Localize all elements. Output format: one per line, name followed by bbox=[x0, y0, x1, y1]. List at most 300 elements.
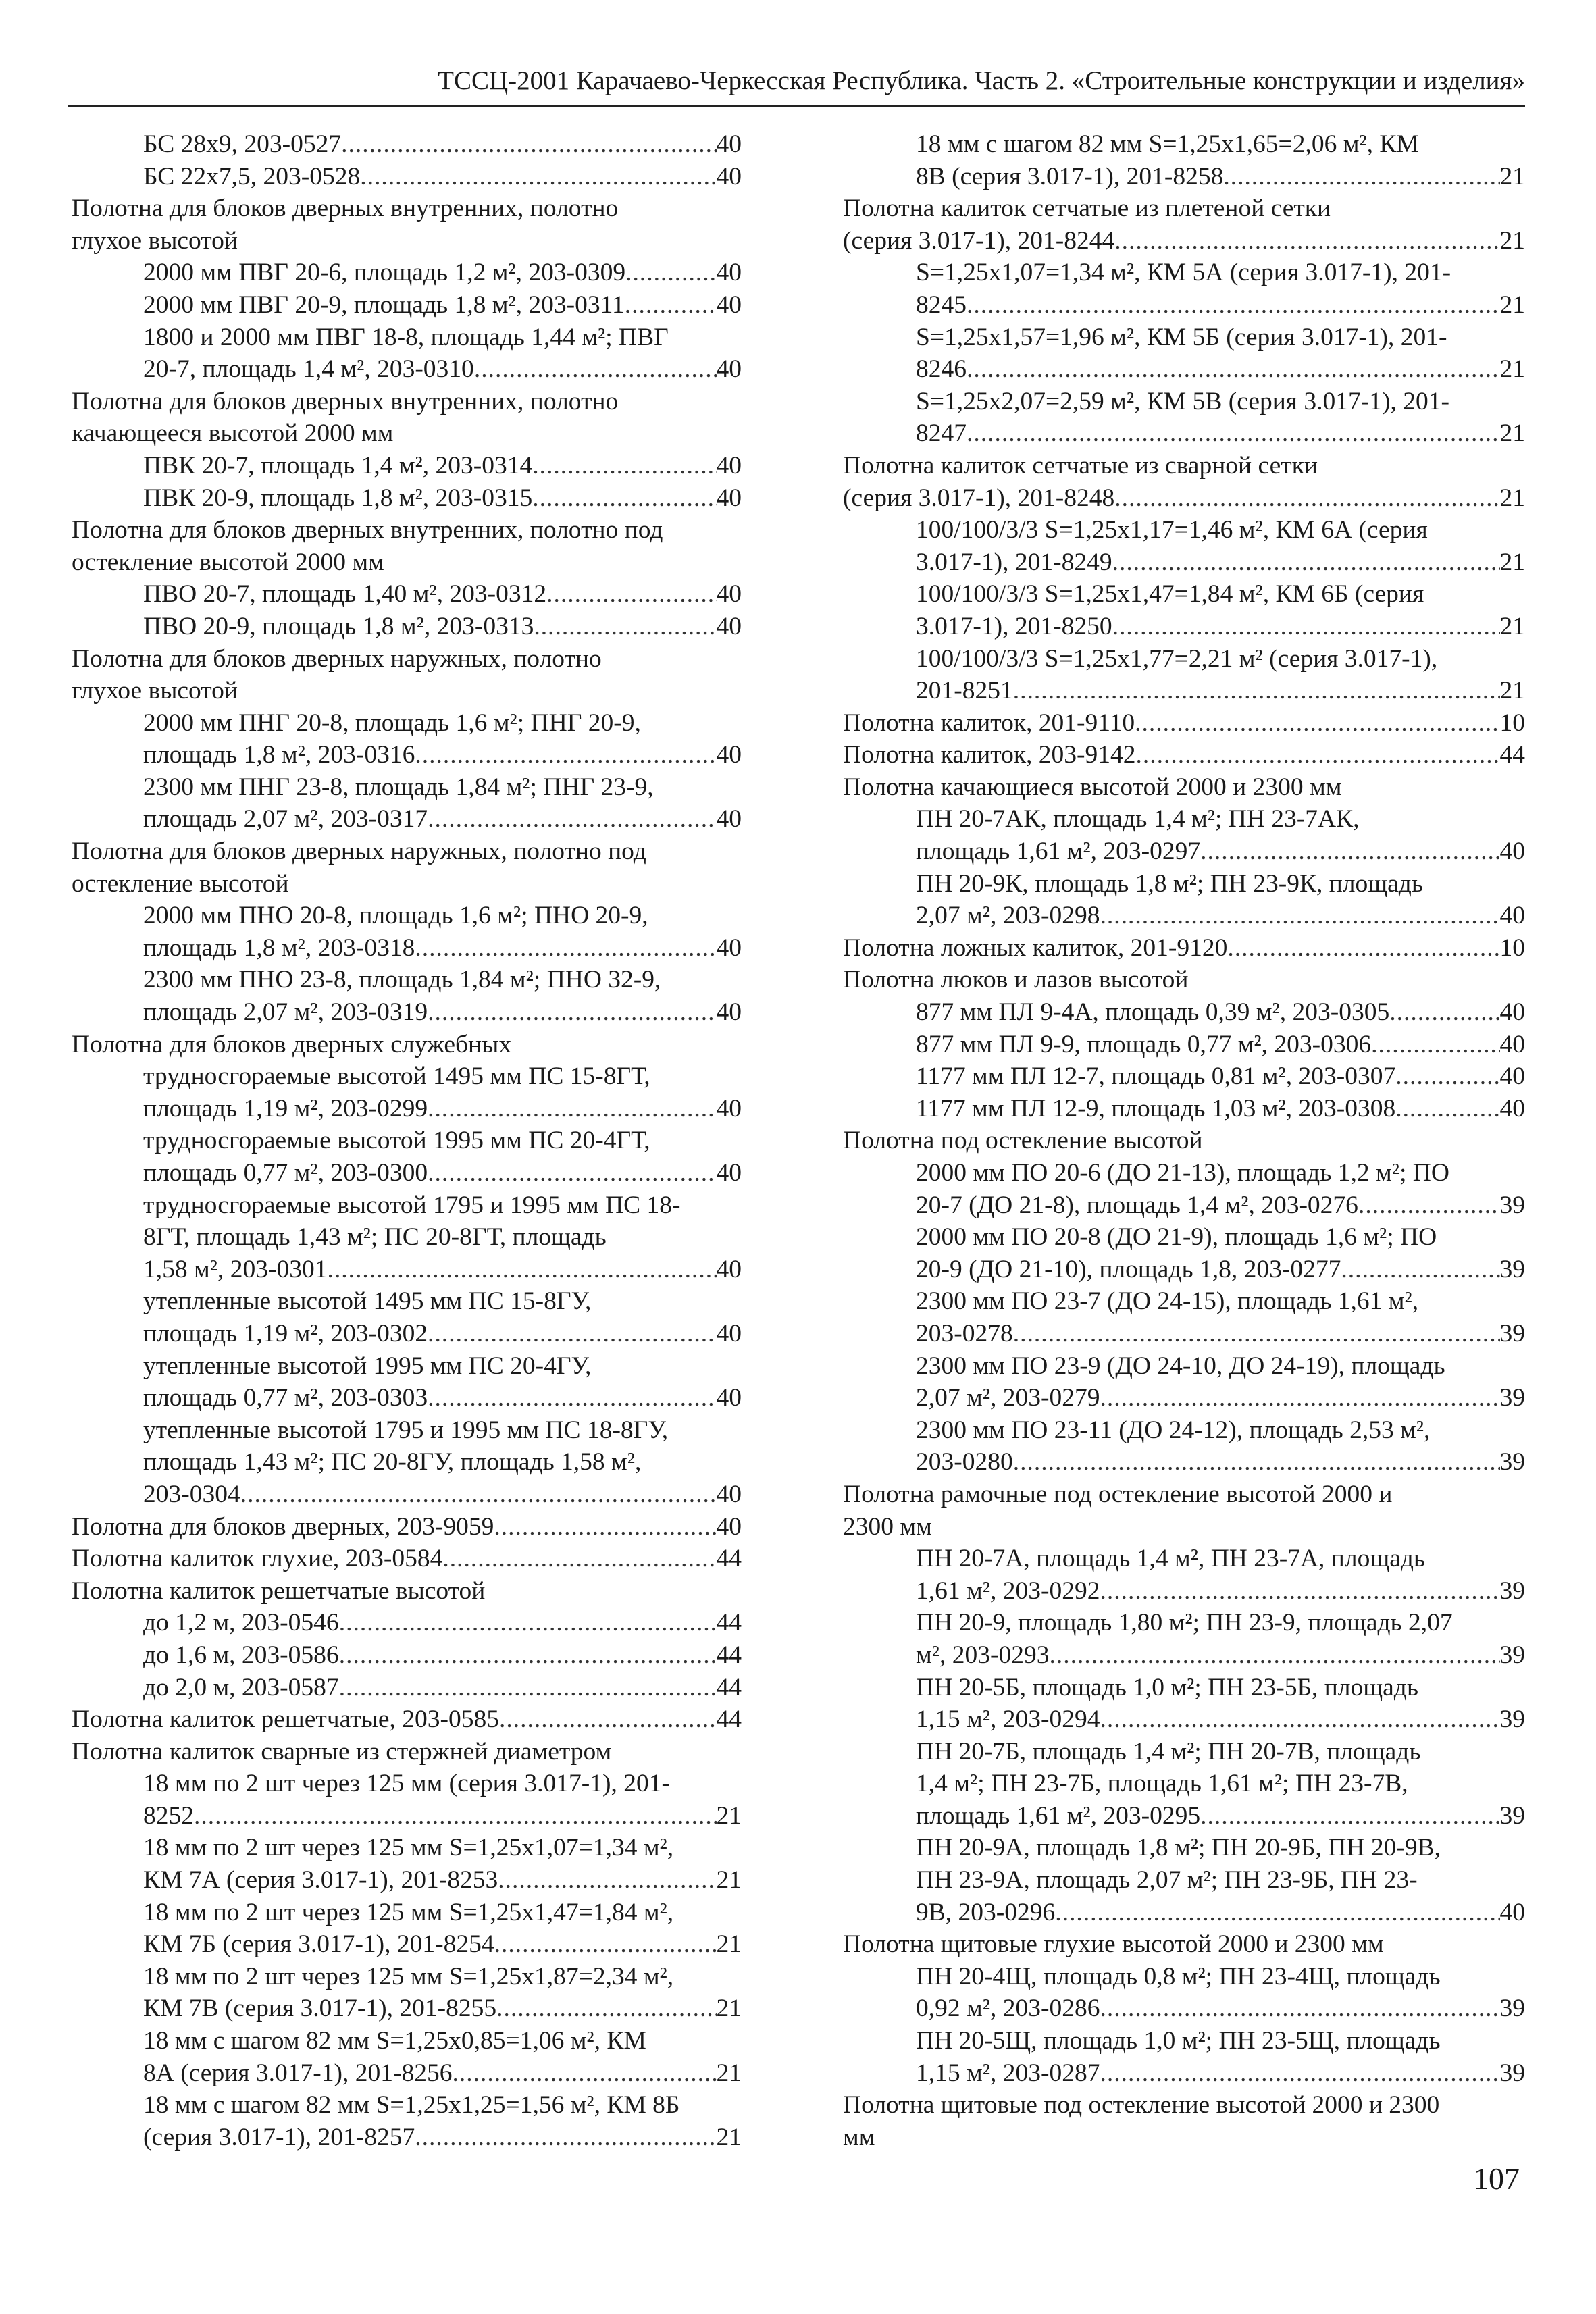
entry-text: 2300 мм ПО 23-11 (ДО 24-12), площадь 2,53 м², bbox=[916, 1416, 1431, 1444]
entry-line bbox=[143, 1607, 742, 1639]
dot-leader bbox=[428, 1382, 716, 1414]
entry-text: площадь 1,8 м², 203-0316 bbox=[143, 741, 415, 769]
page-reference: 44 bbox=[716, 1609, 742, 1637]
entry-text: площадь 1,61 м², 203-0297 bbox=[916, 838, 1201, 866]
page-reference: 40 bbox=[716, 1094, 742, 1123]
index-heading bbox=[843, 1125, 1525, 1157]
dot-leader bbox=[428, 1093, 716, 1125]
entry-text: 8В (серия 3.017-1), 201-8258 bbox=[916, 162, 1224, 190]
dot-leader bbox=[339, 1672, 717, 1704]
page-reference: 40 bbox=[1499, 998, 1525, 1027]
entry-text: 8245 bbox=[916, 290, 967, 319]
dot-leader bbox=[1358, 1189, 1500, 1222]
index-heading bbox=[843, 1479, 1525, 1543]
dot-leader bbox=[967, 417, 1500, 450]
entry-text: Полотна для блоков дверных внутренних, полотно под bbox=[72, 516, 663, 544]
entry-line bbox=[916, 900, 1525, 932]
index-entry bbox=[843, 1832, 1525, 1928]
dot-leader bbox=[499, 1703, 717, 1736]
entry-text: БС 28х9, 203-0527 bbox=[143, 130, 342, 158]
index-entry bbox=[72, 1672, 742, 1704]
page-reference: 40 bbox=[716, 290, 742, 319]
index-entry bbox=[72, 1125, 742, 1189]
page-reference: 39 bbox=[1499, 1705, 1525, 1734]
entry-text: 9В, 203-0296 bbox=[916, 1898, 1056, 1926]
entry-text: КМ 7В (серия 3.017-1), 201-8255 bbox=[143, 1995, 497, 2023]
entry-line bbox=[916, 1897, 1525, 1929]
entry-text: 18 мм с шагом 82 мм S=1,25х1,65=2,06 м², КМ bbox=[916, 130, 1419, 158]
entry-text: ПН 20-9А, площадь 1,8 м²; ПН 20-9Б, ПН 20-9В, bbox=[916, 1834, 1441, 1862]
index-entry bbox=[843, 128, 1525, 192]
index-entry bbox=[72, 1607, 742, 1639]
entry-text: Полотна для блоков дверных внутренних, полотно bbox=[72, 387, 619, 415]
index-entry bbox=[843, 1157, 1525, 1221]
dot-leader bbox=[1100, 1382, 1499, 1414]
entry-line bbox=[916, 1382, 1525, 1414]
page-reference: 40 bbox=[716, 1480, 742, 1508]
entry-text: площадь 0,77 м², 203-0300 bbox=[143, 1159, 428, 1187]
index-entry bbox=[843, 514, 1525, 578]
dot-leader bbox=[625, 257, 716, 289]
index-entry bbox=[843, 1414, 1525, 1479]
dot-leader bbox=[1389, 996, 1499, 1029]
entry-line bbox=[143, 932, 742, 965]
page-reference: 39 bbox=[1499, 1319, 1525, 1347]
entry-line bbox=[916, 546, 1525, 579]
entry-text: Полотна калиток решетчатые высотой bbox=[72, 1576, 486, 1605]
entry-text: ПН 20-9К, площадь 1,8 м²; ПН 23-9К, площадь bbox=[916, 869, 1423, 898]
index-entry bbox=[72, 1961, 742, 2025]
dot-leader bbox=[1100, 1575, 1499, 1608]
index-entry bbox=[72, 322, 742, 386]
entry-text: 18 мм по 2 шт через 125 мм S=1,25х1,07=1,34 м², bbox=[143, 1834, 674, 1862]
entry-line bbox=[143, 1318, 742, 1350]
dot-leader bbox=[339, 1639, 717, 1672]
entry-line bbox=[916, 1318, 1525, 1350]
entry-text: 2300 мм ПНГ 23-8, площадь 1,84 м²; ПНГ 23-9, bbox=[143, 773, 654, 801]
entry-text: Полотна калиток сетчатые из сварной сетки bbox=[843, 451, 1318, 480]
page-reference: 39 bbox=[1499, 1641, 1525, 1669]
entry-text: Полотна люков и лазов высотой bbox=[843, 966, 1189, 994]
dot-leader bbox=[1112, 611, 1500, 643]
dot-leader bbox=[240, 1479, 717, 1511]
page-reference: 44 bbox=[716, 1673, 742, 1701]
index-entry bbox=[843, 868, 1525, 932]
page-reference: 40 bbox=[716, 355, 742, 384]
entry-line bbox=[143, 257, 742, 289]
page-reference: 40 bbox=[1499, 1062, 1525, 1091]
entry-line bbox=[143, 482, 742, 515]
index-entry bbox=[72, 2089, 742, 2153]
dot-leader bbox=[496, 1992, 716, 2025]
entry-text: площадь 2,07 м², 203-0319 bbox=[143, 998, 428, 1027]
index-entry bbox=[843, 1285, 1525, 1349]
entry-line bbox=[916, 996, 1525, 1029]
entry-text: ПВК 20-9, площадь 1,8 м², 203-0315 bbox=[143, 484, 533, 512]
dot-leader bbox=[428, 996, 716, 1029]
entry-text: площадь 0,77 м², 203-0303 bbox=[143, 1384, 428, 1412]
index-entry bbox=[843, 643, 1525, 707]
entry-text: 0,92 м², 203-0286 bbox=[916, 1995, 1100, 2023]
entry-text: 1,15 м², 203-0294 bbox=[916, 1705, 1100, 1734]
dot-leader bbox=[1013, 1318, 1500, 1350]
page-reference: 40 bbox=[1499, 1030, 1525, 1058]
entry-text: 203-0280 bbox=[916, 1448, 1013, 1476]
entry-line bbox=[143, 2057, 742, 2090]
dot-leader bbox=[194, 1800, 717, 1832]
entry-line bbox=[916, 1575, 1525, 1608]
entry-line bbox=[143, 1639, 742, 1672]
index-entry bbox=[843, 322, 1525, 386]
entry-text: площадь 1,19 м², 203-0299 bbox=[143, 1094, 428, 1123]
entry-text: ПВО 20-9, площадь 1,8 м², 203-0313 bbox=[143, 612, 534, 640]
entry-line bbox=[143, 1093, 742, 1125]
dot-leader bbox=[1395, 1060, 1499, 1093]
entry-text: КМ 7Б (серия 3.017-1), 201-8254 bbox=[143, 1930, 494, 1959]
entry-text: 2000 мм ПВГ 20-9, площадь 1,8 м², 203-0311 bbox=[143, 290, 625, 319]
dot-leader bbox=[1114, 482, 1499, 515]
dot-leader bbox=[428, 1157, 716, 1189]
dot-leader bbox=[474, 353, 717, 386]
entry-line bbox=[143, 1157, 742, 1189]
header-rule bbox=[68, 105, 1525, 107]
page-reference: 21 bbox=[716, 1930, 742, 1959]
page-reference: 39 bbox=[1499, 2059, 1525, 2087]
index-heading bbox=[72, 386, 742, 450]
entry-text: ПН 23-9А, площадь 2,07 м²; ПН 23-9Б, ПН 23- bbox=[916, 1866, 1418, 1895]
dot-leader bbox=[415, 739, 716, 771]
entry-text: 877 мм ПЛ 9-9, площадь 0,77 м², 203-0306 bbox=[916, 1030, 1372, 1058]
page-reference: 40 bbox=[716, 1512, 742, 1541]
entry-text: 100/100/3/3 S=1,25х1,47=1,84 м², КМ 6Б (серия bbox=[916, 580, 1424, 609]
entry-line bbox=[143, 1928, 742, 1961]
index-heading bbox=[72, 1575, 742, 1608]
page-reference: 21 bbox=[1499, 226, 1525, 255]
entry-text: 2300 мм bbox=[843, 1512, 932, 1541]
page-reference: 40 bbox=[716, 1319, 742, 1347]
index-entry bbox=[843, 1221, 1525, 1285]
entry-line bbox=[916, 353, 1525, 386]
entry-line bbox=[843, 739, 1525, 771]
page-reference: 44 bbox=[716, 1641, 742, 1669]
entry-text: Полотна калиток решетчатые, 203-0585 bbox=[72, 1705, 499, 1734]
entry-line bbox=[143, 450, 742, 482]
entry-line bbox=[143, 996, 742, 1029]
index-entry bbox=[72, 1832, 742, 1896]
index-heading bbox=[72, 835, 742, 900]
page-reference: 40 bbox=[716, 130, 742, 158]
entry-text: 2300 мм ПНО 23-8, площадь 1,84 м²; ПНО 32-9, bbox=[143, 966, 661, 994]
entry-text: утепленные высотой 1495 мм ПС 15-8ГУ, bbox=[143, 1287, 592, 1316]
entry-line bbox=[916, 1189, 1525, 1222]
index-entry bbox=[72, 450, 742, 482]
page-reference: 40 bbox=[716, 998, 742, 1027]
entry-text: S=1,25х2,07=2,59 м², КМ 5В (серия 3.017-1), 201- bbox=[916, 387, 1450, 415]
dot-leader bbox=[428, 1318, 716, 1350]
index-heading bbox=[72, 1511, 742, 1543]
entry-text: Полотна под остекление высотой bbox=[843, 1127, 1203, 1155]
dot-leader bbox=[1227, 932, 1499, 965]
page-reference: 40 bbox=[716, 1255, 742, 1283]
entry-line bbox=[143, 289, 742, 322]
entry-line bbox=[143, 1254, 742, 1286]
page-reference: 21 bbox=[716, 2059, 742, 2087]
entry-text: Полотна для блоков дверных наружных, полотно под bbox=[72, 838, 646, 866]
entry-line bbox=[143, 161, 742, 193]
entry-text: утепленные высотой 1995 мм ПС 20-4ГУ, bbox=[143, 1352, 592, 1380]
entry-text: площадь 1,61 м², 203-0295 bbox=[916, 1801, 1201, 1830]
entry-text: Полотна для блоков дверных внутренних, полотно bbox=[72, 195, 619, 223]
page-reference: 44 bbox=[716, 1705, 742, 1734]
entry-text: 18 мм с шагом 82 мм S=1,25х0,85=1,06 м², КМ bbox=[143, 2027, 646, 2055]
page-reference: 40 bbox=[716, 484, 742, 512]
page-reference: 40 bbox=[716, 741, 742, 769]
entry-text: ПН 20-9, площадь 1,80 м²; ПН 23-9, площадь 2,07 bbox=[916, 1609, 1453, 1637]
dot-leader bbox=[339, 1607, 717, 1639]
index-entry bbox=[843, 257, 1525, 321]
dot-leader bbox=[498, 1864, 716, 1897]
index-entry bbox=[843, 1672, 1525, 1736]
dot-leader bbox=[1013, 1446, 1500, 1479]
index-heading bbox=[72, 1736, 742, 1768]
entry-text: остекление высотой bbox=[72, 869, 289, 898]
entry-text: ПН 20-5Щ, площадь 1,0 м²; ПН 23-5Щ, площадь bbox=[916, 2027, 1441, 2055]
entry-line bbox=[143, 1800, 742, 1832]
dot-leader bbox=[1200, 1800, 1499, 1832]
dot-leader bbox=[967, 353, 1500, 386]
entry-text: Полотна рамочные под остекление высотой 2000 и bbox=[843, 1480, 1393, 1508]
dot-leader bbox=[1136, 739, 1500, 771]
entry-text: 18 мм по 2 шт через 125 мм S=1,25х1,87=2,34 м², bbox=[143, 1962, 674, 1990]
index-column-right bbox=[843, 128, 1525, 2153]
index-entry bbox=[72, 161, 742, 193]
index-heading bbox=[72, 192, 742, 257]
entry-text: до 2,0 м, 203-0587 bbox=[143, 1673, 339, 1701]
index-entry bbox=[843, 1961, 1525, 2025]
entry-text: 3.017-1), 201-8250 bbox=[916, 612, 1112, 640]
entry-text: 2,07 м², 203-0298 bbox=[916, 902, 1100, 930]
index-entry bbox=[72, 611, 742, 643]
entry-text: Полотна калиток глухие, 203-0584 bbox=[72, 1545, 443, 1573]
entry-text: площадь 2,07 м², 203-0317 bbox=[143, 805, 428, 833]
dot-leader bbox=[534, 611, 716, 643]
index-heading bbox=[843, 707, 1525, 740]
index-heading bbox=[843, 771, 1525, 804]
entry-text: Полотна качающиеся высотой 2000 и 2300 мм bbox=[843, 773, 1342, 801]
entry-line bbox=[916, 1800, 1525, 1832]
dot-leader bbox=[327, 1254, 716, 1286]
entry-line bbox=[916, 1703, 1525, 1736]
index-entry bbox=[72, 1189, 742, 1286]
entry-text: 100/100/3/3 S=1,25х1,17=1,46 м², КМ 6А (серия bbox=[916, 516, 1428, 544]
entry-text: Полотна калиток сварные из стержней диаметром bbox=[72, 1737, 612, 1766]
index-entry bbox=[843, 1607, 1525, 1671]
dot-leader bbox=[494, 1928, 717, 1961]
entry-line bbox=[143, 739, 742, 771]
entry-line bbox=[143, 1672, 742, 1704]
entry-text: (серия 3.017-1), 201-8244 bbox=[843, 226, 1115, 255]
entry-text: S=1,25х1,57=1,96 м², КМ 5Б (серия 3.017-1), 201- bbox=[916, 323, 1447, 351]
entry-text: трудносгораемые высотой 1795 и 1995 мм ПС 18- bbox=[143, 1191, 681, 1219]
index-entry bbox=[72, 578, 742, 611]
index-entry bbox=[843, 1543, 1525, 1607]
page-reference: 40 bbox=[716, 451, 742, 480]
entry-line bbox=[916, 835, 1525, 868]
page-reference: 21 bbox=[1499, 677, 1525, 705]
index-entry bbox=[72, 1285, 742, 1349]
entry-text: до 1,6 м, 203-0586 bbox=[143, 1641, 339, 1669]
entry-text: до 1,2 м, 203-0546 bbox=[143, 1609, 339, 1637]
entry-text: 203-0278 bbox=[916, 1319, 1013, 1347]
entry-text: утепленные высотой 1795 и 1995 мм ПС 18-8ГУ, bbox=[143, 1416, 669, 1444]
entry-line bbox=[143, 1479, 742, 1511]
index-entry bbox=[843, 1736, 1525, 1832]
page-reference: 40 bbox=[716, 259, 742, 287]
entry-text: Полотна для блоков дверных, 203-9059 bbox=[72, 1512, 494, 1541]
index-heading bbox=[72, 514, 742, 578]
page-reference: 21 bbox=[1499, 419, 1525, 448]
index-entry bbox=[72, 964, 742, 1028]
page-reference: 40 bbox=[716, 612, 742, 640]
dot-leader bbox=[532, 482, 716, 515]
entry-text: ПН 20-4Щ, площадь 0,8 м²; ПН 23-4Щ, площадь bbox=[916, 1962, 1441, 1990]
entry-text: 2,07 м², 203-0279 bbox=[916, 1384, 1100, 1412]
entry-text: м², 203-0293 bbox=[916, 1641, 1050, 1669]
entry-line bbox=[916, 161, 1525, 193]
entry-text: 1800 и 2000 мм ПВГ 18-8, площадь 1,44 м²; ПВГ bbox=[143, 323, 669, 351]
dot-leader bbox=[1100, 1703, 1499, 1736]
entry-text: Полотна калиток, 203-9142 bbox=[843, 741, 1136, 769]
index-entry bbox=[72, 289, 742, 322]
page-reference: 21 bbox=[1499, 548, 1525, 576]
entry-text: ПН 20-7Б, площадь 1,4 м²; ПН 20-7В, площадь bbox=[916, 1737, 1421, 1766]
index-entry bbox=[72, 1639, 742, 1672]
entry-text: трудносгораемые высотой 1995 мм ПС 20-4ГТ, bbox=[143, 1127, 650, 1155]
entry-text: 1177 мм ПЛ 12-9, площадь 1,03 м², 203-0308 bbox=[916, 1094, 1396, 1123]
entry-text: 2000 мм ПВГ 20-6, площадь 1,2 м², 203-0309 bbox=[143, 259, 626, 287]
entry-text: Полотна ложных калиток, 201-9120 bbox=[843, 933, 1228, 962]
entry-line bbox=[72, 1511, 742, 1543]
index-heading bbox=[72, 1703, 742, 1736]
entry-text: 8246 bbox=[916, 355, 967, 384]
index-entry bbox=[843, 1350, 1525, 1414]
dot-leader bbox=[428, 803, 716, 835]
index-entry bbox=[843, 578, 1525, 642]
entry-text: 1,58 м², 203-0301 bbox=[143, 1255, 328, 1283]
dot-leader bbox=[341, 128, 716, 161]
page-reference: 21 bbox=[716, 1801, 742, 1830]
entry-text: 18 мм по 2 шт через 125 мм (серия 3.017-1), 201- bbox=[143, 1770, 670, 1798]
index-entry bbox=[72, 1350, 742, 1414]
index-entry bbox=[843, 1093, 1525, 1125]
page-number: 107 bbox=[1473, 2161, 1520, 2196]
entry-text: КМ 7А (серия 3.017-1), 201-8253 bbox=[143, 1866, 498, 1895]
entry-text: ПН 20-7АК, площадь 1,4 м²; ПН 23-7АК, bbox=[916, 805, 1360, 833]
entry-text: 18 мм по 2 шт через 125 мм S=1,25х1,47=1,84 м², bbox=[143, 1898, 674, 1926]
dot-leader bbox=[1013, 675, 1500, 707]
entry-text: 203-0304 bbox=[143, 1480, 240, 1508]
index-entry bbox=[72, 2025, 742, 2089]
page-reference: 40 bbox=[716, 1384, 742, 1412]
dot-leader bbox=[625, 289, 717, 322]
dot-leader bbox=[546, 578, 716, 611]
dot-leader bbox=[1395, 1093, 1499, 1125]
index-entry bbox=[72, 482, 742, 515]
index-entry bbox=[843, 803, 1525, 867]
dot-leader bbox=[1223, 161, 1499, 193]
entry-line bbox=[843, 482, 1525, 515]
index-entry bbox=[72, 900, 742, 964]
index-heading bbox=[843, 964, 1525, 996]
entry-line bbox=[143, 578, 742, 611]
entry-line bbox=[916, 289, 1525, 322]
dot-leader bbox=[1200, 835, 1499, 868]
page-reference: 40 bbox=[1499, 902, 1525, 930]
page-reference: 39 bbox=[1499, 1576, 1525, 1605]
entry-text: (серия 3.017-1), 201-8257 bbox=[143, 2123, 415, 2151]
page-reference: 39 bbox=[1499, 1801, 1525, 1830]
entry-text: 20-7, площадь 1,4 м², 203-0310 bbox=[143, 355, 474, 384]
entry-text: ПВО 20-7, площадь 1,40 м², 203-0312 bbox=[143, 580, 547, 609]
entry-text: площадь 1,43 м²; ПС 20-8ГУ, площадь 1,58 м², bbox=[143, 1448, 642, 1476]
entry-text: 877 мм ПЛ 9-4А, площадь 0,39 м², 203-0305 bbox=[916, 998, 1390, 1027]
entry-line bbox=[143, 128, 742, 161]
page-reference: 40 bbox=[716, 1159, 742, 1187]
index-heading bbox=[72, 1029, 742, 1061]
entry-text: 18 мм с шагом 82 мм S=1,25х1,25=1,56 м², КМ 8Б bbox=[143, 2091, 680, 2119]
index-entry bbox=[72, 707, 742, 771]
index-entry bbox=[72, 1414, 742, 1511]
dot-leader bbox=[1100, 1992, 1499, 2025]
dot-leader bbox=[1100, 2057, 1499, 2090]
entry-line bbox=[916, 1639, 1525, 1672]
index-entry bbox=[72, 257, 742, 289]
index-entry bbox=[72, 128, 742, 161]
index-entry bbox=[843, 1029, 1525, 1061]
entry-text: 8247 bbox=[916, 419, 967, 448]
index-heading bbox=[72, 643, 742, 707]
page-reference: 21 bbox=[1499, 484, 1525, 512]
entry-text: глухое высотой bbox=[72, 677, 238, 705]
dot-leader bbox=[532, 450, 716, 482]
entry-line bbox=[916, 1060, 1525, 1093]
entry-text: 2300 мм ПО 23-9 (ДО 24-10, ДО 24-19), площадь bbox=[916, 1352, 1445, 1380]
entry-line bbox=[916, 1446, 1525, 1479]
entry-text: трудносгораемые высотой 1495 мм ПС 15-8ГТ, bbox=[143, 1062, 650, 1091]
entry-text: глухое высотой bbox=[72, 226, 238, 255]
index-heading bbox=[843, 739, 1525, 771]
entry-text: 8252 bbox=[143, 1801, 194, 1830]
entry-text: остекление высотой 2000 мм bbox=[72, 548, 384, 576]
entry-text: 2000 мм ПНО 20-8, площадь 1,6 м²; ПНО 20-9, bbox=[143, 902, 648, 930]
page-reference: 21 bbox=[1499, 290, 1525, 319]
page-reference: 40 bbox=[716, 933, 742, 962]
dot-leader bbox=[1135, 707, 1499, 740]
entry-line bbox=[916, 1093, 1525, 1125]
page-reference: 40 bbox=[716, 580, 742, 609]
entry-line bbox=[916, 675, 1525, 707]
index-heading bbox=[72, 1543, 742, 1575]
dot-leader bbox=[1100, 900, 1499, 932]
entry-text: Полотна щитовые под остекление высотой 2000 и 2300 bbox=[843, 2091, 1440, 2119]
entry-text: ПН 20-7А, площадь 1,4 м², ПН 23-7А, площадь bbox=[916, 1545, 1426, 1573]
page-reference: 40 bbox=[1499, 1898, 1525, 1926]
page-reference: 39 bbox=[1499, 1448, 1525, 1476]
entry-line bbox=[72, 1703, 742, 1736]
dot-leader bbox=[442, 1543, 716, 1575]
entry-line bbox=[916, 1992, 1525, 2025]
page-reference: 44 bbox=[1499, 741, 1525, 769]
